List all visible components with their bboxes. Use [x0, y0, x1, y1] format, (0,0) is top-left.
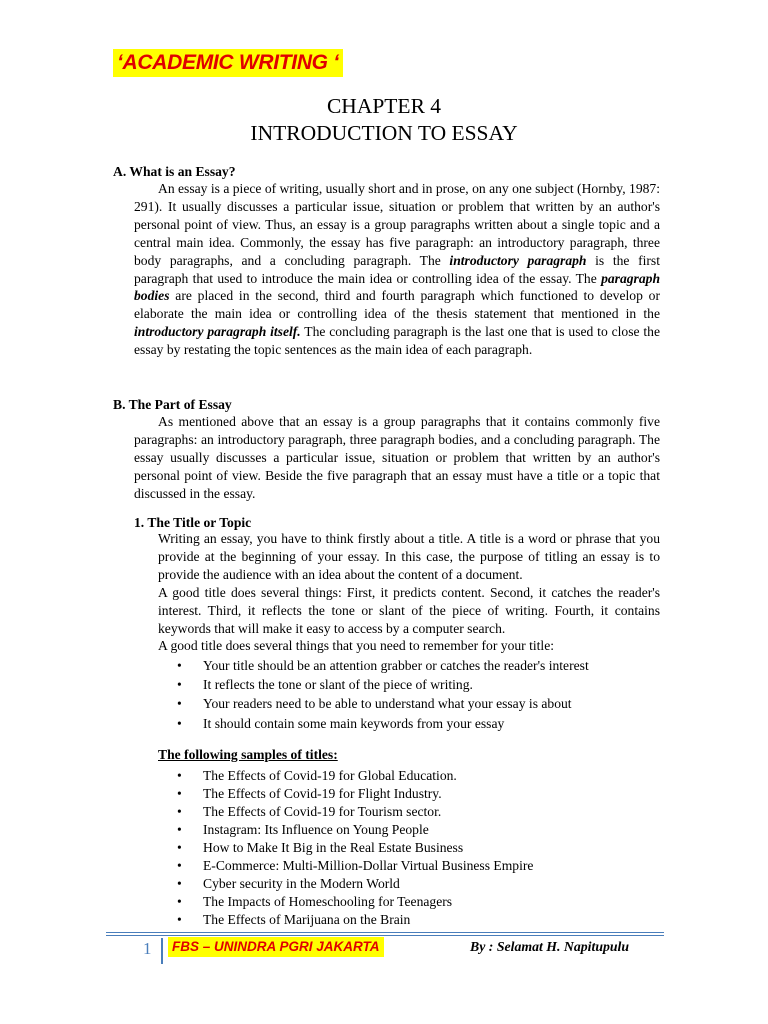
list-item: • Your readers need to be able to understand what your essay is about [203, 694, 589, 713]
subsection-1-text-2: A good title does several things: First, it predicts content. Second, it catches the reader's interest. Third, it reflects the tone or slant of the piece of writing. Fourth, it contains keywords that will make it easy to access by a computer search. [158, 584, 660, 636]
list-item: • How to Make It Big in the Real Estate Business [177, 840, 464, 855]
bullet-icon: • [177, 768, 182, 783]
footer-author: By : Selamat H. Napitupulu [470, 939, 630, 954]
section-a-emphasis-1: introductory paragraph [449, 252, 587, 268]
subsection-1-body [158, 530, 660, 655]
list-item: • E-Commerce: Multi-Million-Dollar Virtual Business Empire [177, 858, 534, 873]
bullet-icon: • [177, 715, 182, 731]
list-item: • The Effects of Covid-19 for Tourism sector. [177, 804, 442, 819]
section-a-text-1: An essay is a piece of writing, usually short and in prose, on any one subject (Hornby, 1987: 291). It usually discusses a particular issue, situation or problem that written by an author's personal point of view. Thus, an essay is a group paragraphs written about a single topic and a central main idea. Commonly, the essay has five paragraph: an introductory paragraph, three body paragraphs, and a concluding paragraph. The [134, 181, 660, 268]
subsection-1-text-3: A good title does several things that you need to remember for your title: [158, 638, 555, 654]
section-a-heading: A. What is an Essay? [113, 164, 236, 179]
footer-institution: FBS – UNINDRA PGRI JAKARTA [168, 937, 384, 957]
footer-divider [161, 938, 163, 964]
list-item: • The Effects of Covid-19 for Global Education. [177, 768, 457, 783]
subsection-1-text-1: Writing an essay, you have to think firstly about a title. A title is a word or phrase that you provide at the beginning of your essay. In this case, the purpose of titling an essay is to provide the audience with an idea about the content of a document. [158, 531, 660, 582]
bullet-icon: • [177, 912, 182, 927]
chapter-number: CHAPTER 4 [326, 94, 442, 118]
list-item: • It reflects the tone or slant of the piece of writing. [203, 675, 589, 694]
section-b-heading: B. The Part of Essay [113, 397, 232, 412]
list-item: • It should contain some main keywords from your essay [203, 714, 589, 733]
list-item: • Cyber security in the Modern World [177, 876, 400, 891]
title-tips-list [177, 656, 589, 733]
section-a-text-2: is the first paragraph that used to introduce the main idea or controlling idea of the essay. The [134, 252, 660, 286]
list-item: • The Impacts of Homeschooling for Teenagers [177, 894, 453, 909]
samples-heading: The following samples of titles: [158, 747, 338, 762]
list-item: • The Effects of Marijuana on the Brain [177, 912, 411, 927]
bullet-icon: • [177, 894, 182, 909]
header-banner: ‘ACADEMIC WRITING ‘ [113, 49, 343, 77]
bullet-icon: • [177, 804, 182, 819]
chapter-title: INTRODUCTION TO ESSAY [250, 121, 518, 145]
bullet-icon: • [177, 658, 182, 673]
section-b-paragraph [134, 413, 660, 503]
page-number: 1 [143, 939, 152, 958]
bullet-icon: • [177, 786, 182, 801]
section-b-text: As mentioned above that an essay is a group paragraphs that it contains commonly five paragraphs: an introductory paragraph, three paragraph bodies, and a concluding paragraph. The essay usually discusses a particular issue, situation or problem that written by an author's personal point of view. Beside the five paragraph that an essay must have a title or a topic that discussed in the essay. [134, 414, 660, 501]
sample-titles-list [177, 767, 534, 929]
bullet-icon: • [177, 876, 182, 891]
bullet-icon: • [177, 858, 182, 873]
subsection-1-heading: 1. The Title or Topic [134, 515, 252, 530]
section-a-text-3: are placed in the second, third and fourth paragraph which functioned to develop or elaborate the main idea or controlling idea of the thesis statement that mentioned in the [134, 288, 660, 322]
bullet-icon: • [177, 840, 182, 855]
list-item: • The Effects of Covid-19 for Flight Industry. [177, 786, 442, 801]
list-item: • Instagram: Its Influence on Young People [177, 822, 429, 837]
section-a-emphasis-3: introductory paragraph itself. [134, 324, 301, 340]
list-item: • Your title should be an attention grabber or catches the reader's interest [203, 656, 589, 675]
footer-rule [106, 932, 664, 933]
section-a-emphasis-2: paragraph bodies [134, 270, 660, 304]
bullet-icon: • [177, 677, 182, 693]
section-a-text-4: The concluding paragraph is the last one that is used to close the essay by restating the topic sentences as the main idea of each paragraph. [134, 324, 660, 358]
section-a-paragraph [134, 180, 660, 359]
footer-rule-secondary [106, 935, 664, 936]
bullet-icon: • [177, 822, 182, 837]
bullet-icon: • [177, 696, 182, 712]
